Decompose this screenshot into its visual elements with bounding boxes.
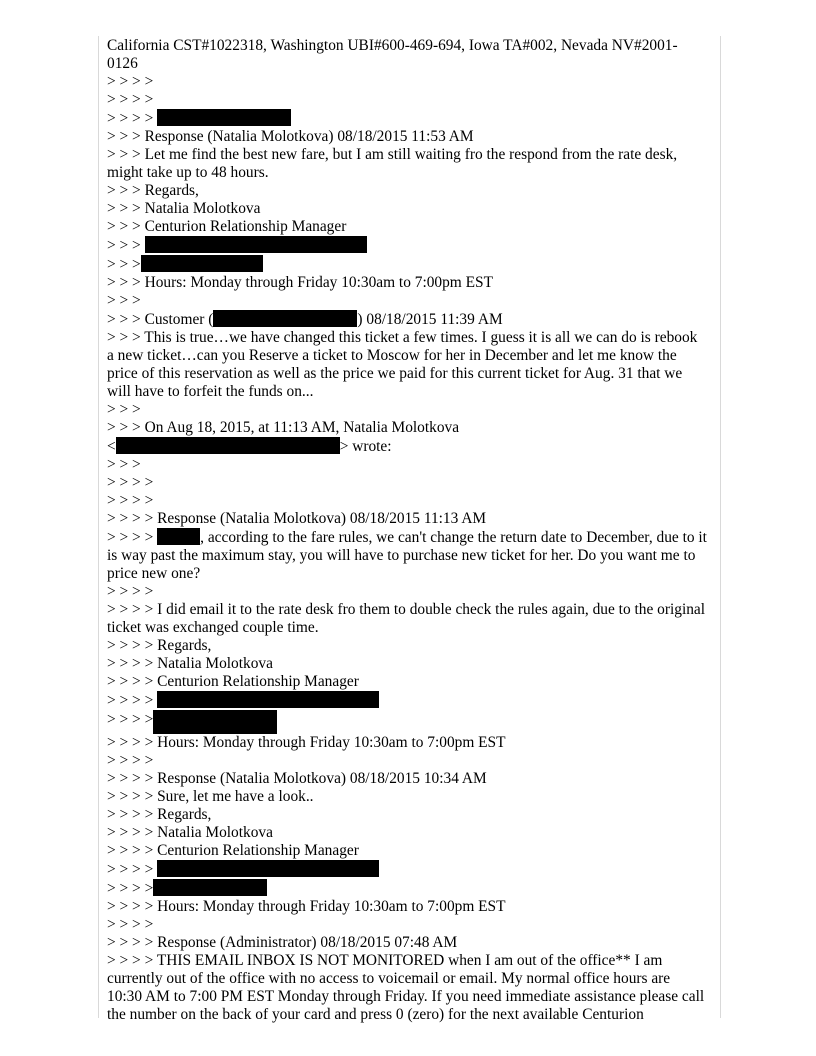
customer-header — [107, 310, 707, 329]
redaction-box — [157, 691, 379, 708]
signature-regards: > > > > Regards, — [107, 637, 212, 654]
quote-prefix: > > > — [107, 256, 141, 273]
signature-hours: > > > > Hours: Monday through Friday 10:30am to 7:00pm EST — [107, 734, 506, 751]
response-body: > > > > THIS EMAIL INBOX IS NOT MONITORED when I am out of the office** I am currently out of the office with no access to voicemail or email. My normal office hours are 10:30 AM to 7:00 PM EST Monday through Friday. If you need immediate assistance please call the number on the back of your card and press 0 (zero) for the next available Centurion — [107, 952, 705, 1023]
customer-body: > > > This is true…we have changed this ticket a few times. I guess it is all we can do is rebook a new ticket…can you Reserve a ticket to Moscow for her in December and let me know the price of this reservation as well as the price we paid for this current ticket for Aug. 31 that we will have to forfeit the funds on... — [107, 329, 698, 400]
signature-redacted-line — [107, 255, 707, 274]
signature-hours: > > > > Hours: Monday through Friday 10:30am to 7:00pm EST — [107, 898, 506, 915]
quote-line: > > > > — [107, 583, 154, 600]
signature-redacted-line — [107, 860, 707, 879]
quote-prefix: > > > > — [107, 110, 158, 127]
redaction-box — [141, 255, 263, 272]
signature-regards: > > > > Regards, — [107, 806, 212, 823]
signature-regards: > > > Regards, — [107, 182, 199, 199]
response-header: > > > > Response (Natalia Molotkova) 08/18/2015 11:13 AM — [107, 510, 487, 527]
response-header: > > > Response (Natalia Molotkova) 08/18/2015 11:53 AM — [107, 128, 474, 145]
redaction-box — [145, 236, 367, 253]
response-header: > > > > Response (Natalia Molotkova) 08/18/2015 10:34 AM — [107, 770, 487, 787]
redaction-box — [157, 860, 379, 877]
quote-line: > > > > — [107, 73, 154, 90]
signature-redacted-line — [107, 879, 707, 898]
quote-line: > > > > — [107, 91, 154, 108]
signature-name: > > > Natalia Molotkova — [107, 200, 261, 217]
quote-prefix: > > > > — [107, 880, 154, 897]
quote-line: > > > — [107, 401, 141, 418]
signature-redacted-line — [107, 691, 707, 710]
quoted-wrote-line — [107, 437, 707, 456]
signature-name: > > > > Natalia Molotkova — [107, 655, 273, 672]
quote-prefix: < — [107, 438, 116, 455]
quote-line: > > > > — [107, 916, 154, 933]
quote-line — [107, 109, 707, 128]
response-body — [107, 528, 707, 583]
response-header: > > > > Response (Administrator) 08/18/2015 07:48 AM — [107, 934, 458, 951]
response-body: > > > > I did email it to the rate desk fro them to double check the rules again, due to the original ticket was exchanged couple time. — [107, 601, 706, 636]
customer-prefix: > > > Customer ( — [107, 311, 214, 328]
quoted-on-line: > > > On Aug 18, 2015, at 11:13 AM, Natalia Molotkova — [107, 419, 460, 436]
quote-line: > > > > — [107, 474, 154, 491]
quote-prefix: > > > > — [107, 861, 158, 878]
quote-prefix: > > > > — [107, 529, 158, 546]
response-body: > > > > Sure, let me have a look.. — [107, 788, 314, 805]
quote-line: > > > > — [107, 492, 154, 509]
redaction-box — [157, 528, 200, 545]
license-line: California CST#1022318, Washington UBI#600-469-694, Iowa TA#002, Nevada NV#2001-0126 — [107, 37, 678, 72]
signature-name: > > > > Natalia Molotkova — [107, 824, 273, 841]
redaction-box — [116, 437, 340, 454]
wrote-text: > wrote: — [339, 438, 392, 455]
quote-line: > > > — [107, 456, 141, 473]
email-thread — [107, 37, 707, 1024]
signature-redacted-line — [107, 236, 707, 255]
redaction-box — [157, 109, 291, 126]
redaction-box — [153, 710, 277, 734]
quote-prefix: > > > — [107, 237, 145, 254]
signature-title: > > > > Centurion Relationship Manager — [107, 673, 359, 690]
signature-redacted-line — [107, 710, 707, 734]
signature-title: > > > Centurion Relationship Manager — [107, 218, 347, 235]
signature-title: > > > > Centurion Relationship Manager — [107, 842, 359, 859]
quote-prefix: > > > > — [107, 711, 154, 728]
response-body: > > > Let me find the best new fare, but I am still waiting fro the respond from the rate desk, might take up to 48 hours. — [107, 146, 678, 181]
response-text: , according to the fare rules, we can't change the return date to December, due to it is way past the maximum stay, you will have to purchase new ticket for her. Do you want me to price new one? — [107, 529, 707, 582]
quote-prefix: > > > > — [107, 692, 158, 709]
quote-line: > > > > — [107, 752, 154, 769]
signature-hours: > > > Hours: Monday through Friday 10:30am to 7:00pm EST — [107, 274, 493, 291]
redaction-box — [213, 310, 357, 327]
customer-timestamp: ) 08/18/2015 11:39 AM — [357, 311, 503, 328]
redaction-box — [153, 879, 267, 896]
quote-line: > > > — [107, 292, 141, 309]
